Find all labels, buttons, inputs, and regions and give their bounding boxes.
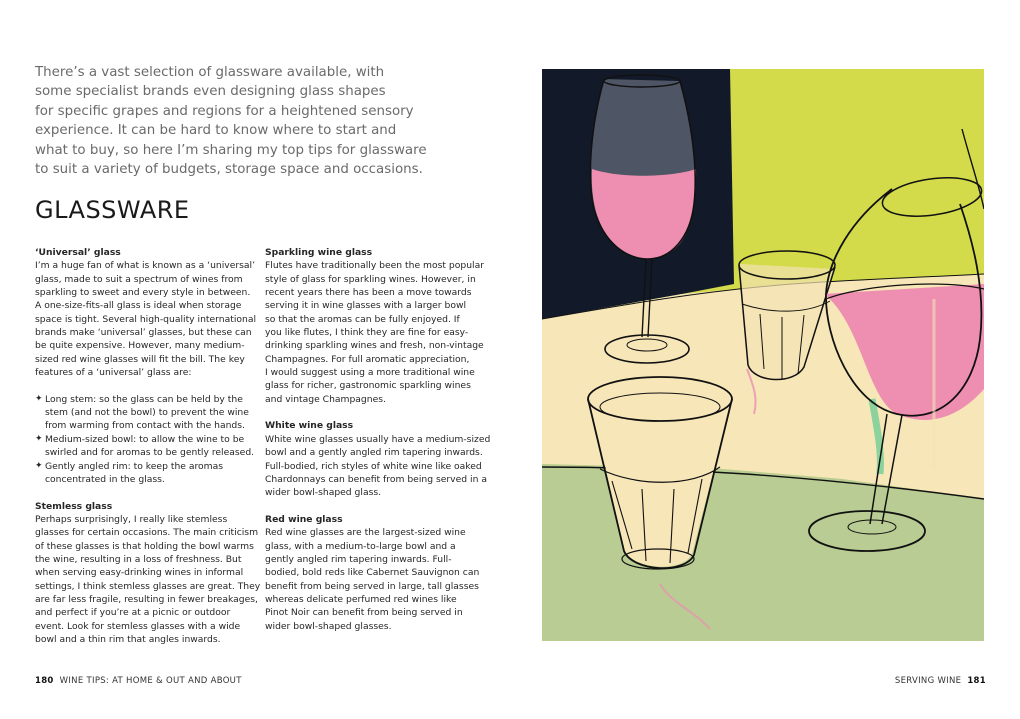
- body-line: Champagnes. For full aromatic appreciation,: [265, 353, 470, 365]
- feature-line: Gently angled rim: to keep the aromas: [45, 460, 224, 472]
- right-text-column: [265, 246, 491, 633]
- body-line: whereas delicate perfumed red wines like: [265, 593, 457, 605]
- feature-list: [35, 393, 255, 486]
- feature-line: concentrated in the glass.: [45, 473, 165, 485]
- section-body: [265, 433, 491, 500]
- body-line: glass, made to suit a spectrum of wines from: [35, 273, 243, 285]
- body-line: Chardonnays can benefit from being served in a: [265, 473, 487, 485]
- intro-line: There’s a vast selection of glassware available, with: [35, 65, 385, 80]
- running-head: SERVING WINE: [894, 676, 962, 686]
- body-line: features of a ‘universal’ glass are:: [35, 367, 192, 379]
- feature-item: [35, 460, 250, 487]
- section-title: White wine glass: [265, 420, 354, 432]
- section-body: [35, 513, 261, 646]
- footer-right: [895, 676, 986, 686]
- feature-line: stem (and not the bowl) to prevent the wine: [45, 407, 249, 419]
- page-heading: GLASSWARE: [35, 196, 190, 224]
- intro-line: to suit a variety of budgets, storage space and occasions.: [35, 162, 423, 178]
- body-line: benefit from being served in large, tall glasses: [265, 580, 479, 592]
- body-line: so that the aromas can be fully enjoyed. If: [265, 313, 460, 325]
- intro-line: what to buy, so here I’m sharing my top tips for glassware: [35, 142, 427, 158]
- body-line: recent years there has been a move towards: [265, 287, 472, 299]
- body-line: gently angled rim tapering inwards. Full-: [265, 553, 452, 565]
- feature-item: [35, 433, 255, 460]
- feature-item: [35, 393, 250, 433]
- body-line: Pinot Noir can benefit from being served in: [265, 607, 463, 619]
- body-line: A one-size-fits-all glass is ideal when storage: [35, 300, 242, 312]
- body-line: and vintage Champagnes.: [265, 393, 386, 405]
- feature-line: Long stem: so the glass can be held by the: [45, 393, 243, 405]
- section-body: [265, 259, 484, 406]
- page-number: 180: [35, 676, 54, 686]
- body-line: of these glasses is that holding the bowl warms: [35, 540, 254, 552]
- section-title: Stemless glass: [35, 500, 113, 512]
- body-line: style of glass for sparkling wines. However, in: [265, 273, 476, 285]
- body-line: glass, with a medium-to-large bowl and a: [265, 540, 456, 552]
- body-line: are far less fragile, resulting in fewer breakages,: [35, 593, 258, 605]
- body-line: wider bowl-shaped glasses.: [265, 620, 392, 632]
- star-bullet-icon: ✦: [35, 433, 43, 444]
- body-line: bodied, bold reds like Cabernet Sauvignon can: [265, 567, 480, 579]
- page-number: 181: [967, 676, 986, 686]
- body-line: sparkling to sweet and every style in between.: [35, 287, 251, 299]
- body-line: White wine glasses usually have a medium-sized: [265, 433, 491, 445]
- running-head: WINE TIPS: AT HOME & OUT AND ABOUT: [59, 676, 242, 686]
- body-line: space is tight. Several high-quality international: [35, 313, 257, 325]
- body-line: the wine, resulting in a loss of freshness. But: [35, 553, 242, 565]
- star-bullet-icon: ✦: [35, 393, 43, 404]
- body-line: I’m a huge fan of what is known as a ‘universal’: [35, 260, 256, 272]
- body-line: Flutes have traditionally been the most popular: [265, 260, 484, 272]
- body-line: brands make ‘universal’ glasses, but these can: [35, 327, 252, 339]
- body-line: I would suggest using a more traditional wine: [265, 367, 475, 379]
- white-glass-section: [265, 419, 491, 499]
- body-line: and perfect if you’re at a picnic or outdoor: [35, 607, 231, 619]
- body-line: serving it in wine glasses with a larger bowl: [265, 300, 467, 312]
- section-body: [35, 259, 257, 379]
- footer-left: [35, 676, 242, 686]
- wine-glasses-illustration: [542, 69, 984, 641]
- intro-line: experience. It can be hard to know where to start and: [35, 123, 397, 139]
- body-line: drinking sparkling wines and fresh, non-vintage: [265, 340, 484, 352]
- body-line: glass for richer, gastronomic sparkling wines: [265, 380, 471, 392]
- body-line: Perhaps surprisingly, I really like stemless: [35, 513, 228, 525]
- feature-line: from warming from contact with the hands.: [45, 420, 245, 432]
- body-line: when serving easy-drinking wines in informal: [35, 567, 244, 579]
- body-line: sized red wine glasses will fit the bill. The key: [35, 353, 245, 365]
- body-line: bowl and a thin rim that angles inwards.: [35, 633, 221, 645]
- left-text-column: [35, 246, 261, 646]
- body-line: Full-bodied, rich styles of white wine like oaked: [265, 460, 482, 472]
- body-line: event. Look for stemless glasses with a wide: [35, 620, 241, 632]
- sparkling-glass-section: [265, 246, 484, 406]
- body-line: settings, I think stemless glasses are great. They: [35, 580, 261, 592]
- star-bullet-icon: ✦: [35, 460, 43, 471]
- section-title: Sparkling wine glass: [265, 247, 373, 258]
- stemless-glass-section: [35, 500, 261, 647]
- universal-glass-section: [35, 246, 257, 486]
- body-line: bowl and a gently angled rim tapering inwards.: [265, 447, 483, 459]
- body-line: you like flutes, I think they are fine for easy-: [265, 327, 469, 339]
- feature-line: swirled and for aromas to be gently released.: [45, 447, 255, 459]
- intro-line: some specialist brands even designing glass shapes: [35, 84, 386, 100]
- body-line: glasses for certain occasions. The main criticism: [35, 527, 259, 539]
- section-body: [265, 526, 480, 633]
- body-line: wider bowl-shaped glass.: [265, 487, 382, 499]
- body-line: Red wine glasses are the largest-sized wine: [265, 527, 466, 539]
- intro-line: for specific grapes and regions for a heightened sensory: [35, 103, 414, 119]
- red-glass-section: [265, 513, 480, 633]
- intro-paragraph: [35, 63, 435, 179]
- section-title: Red wine glass: [265, 513, 343, 525]
- section-title: ‘Universal’ glass: [35, 247, 121, 258]
- feature-line: Medium-sized bowl: to allow the wine to be: [45, 433, 245, 445]
- body-line: be quite expensive. However, many medium-: [35, 340, 245, 352]
